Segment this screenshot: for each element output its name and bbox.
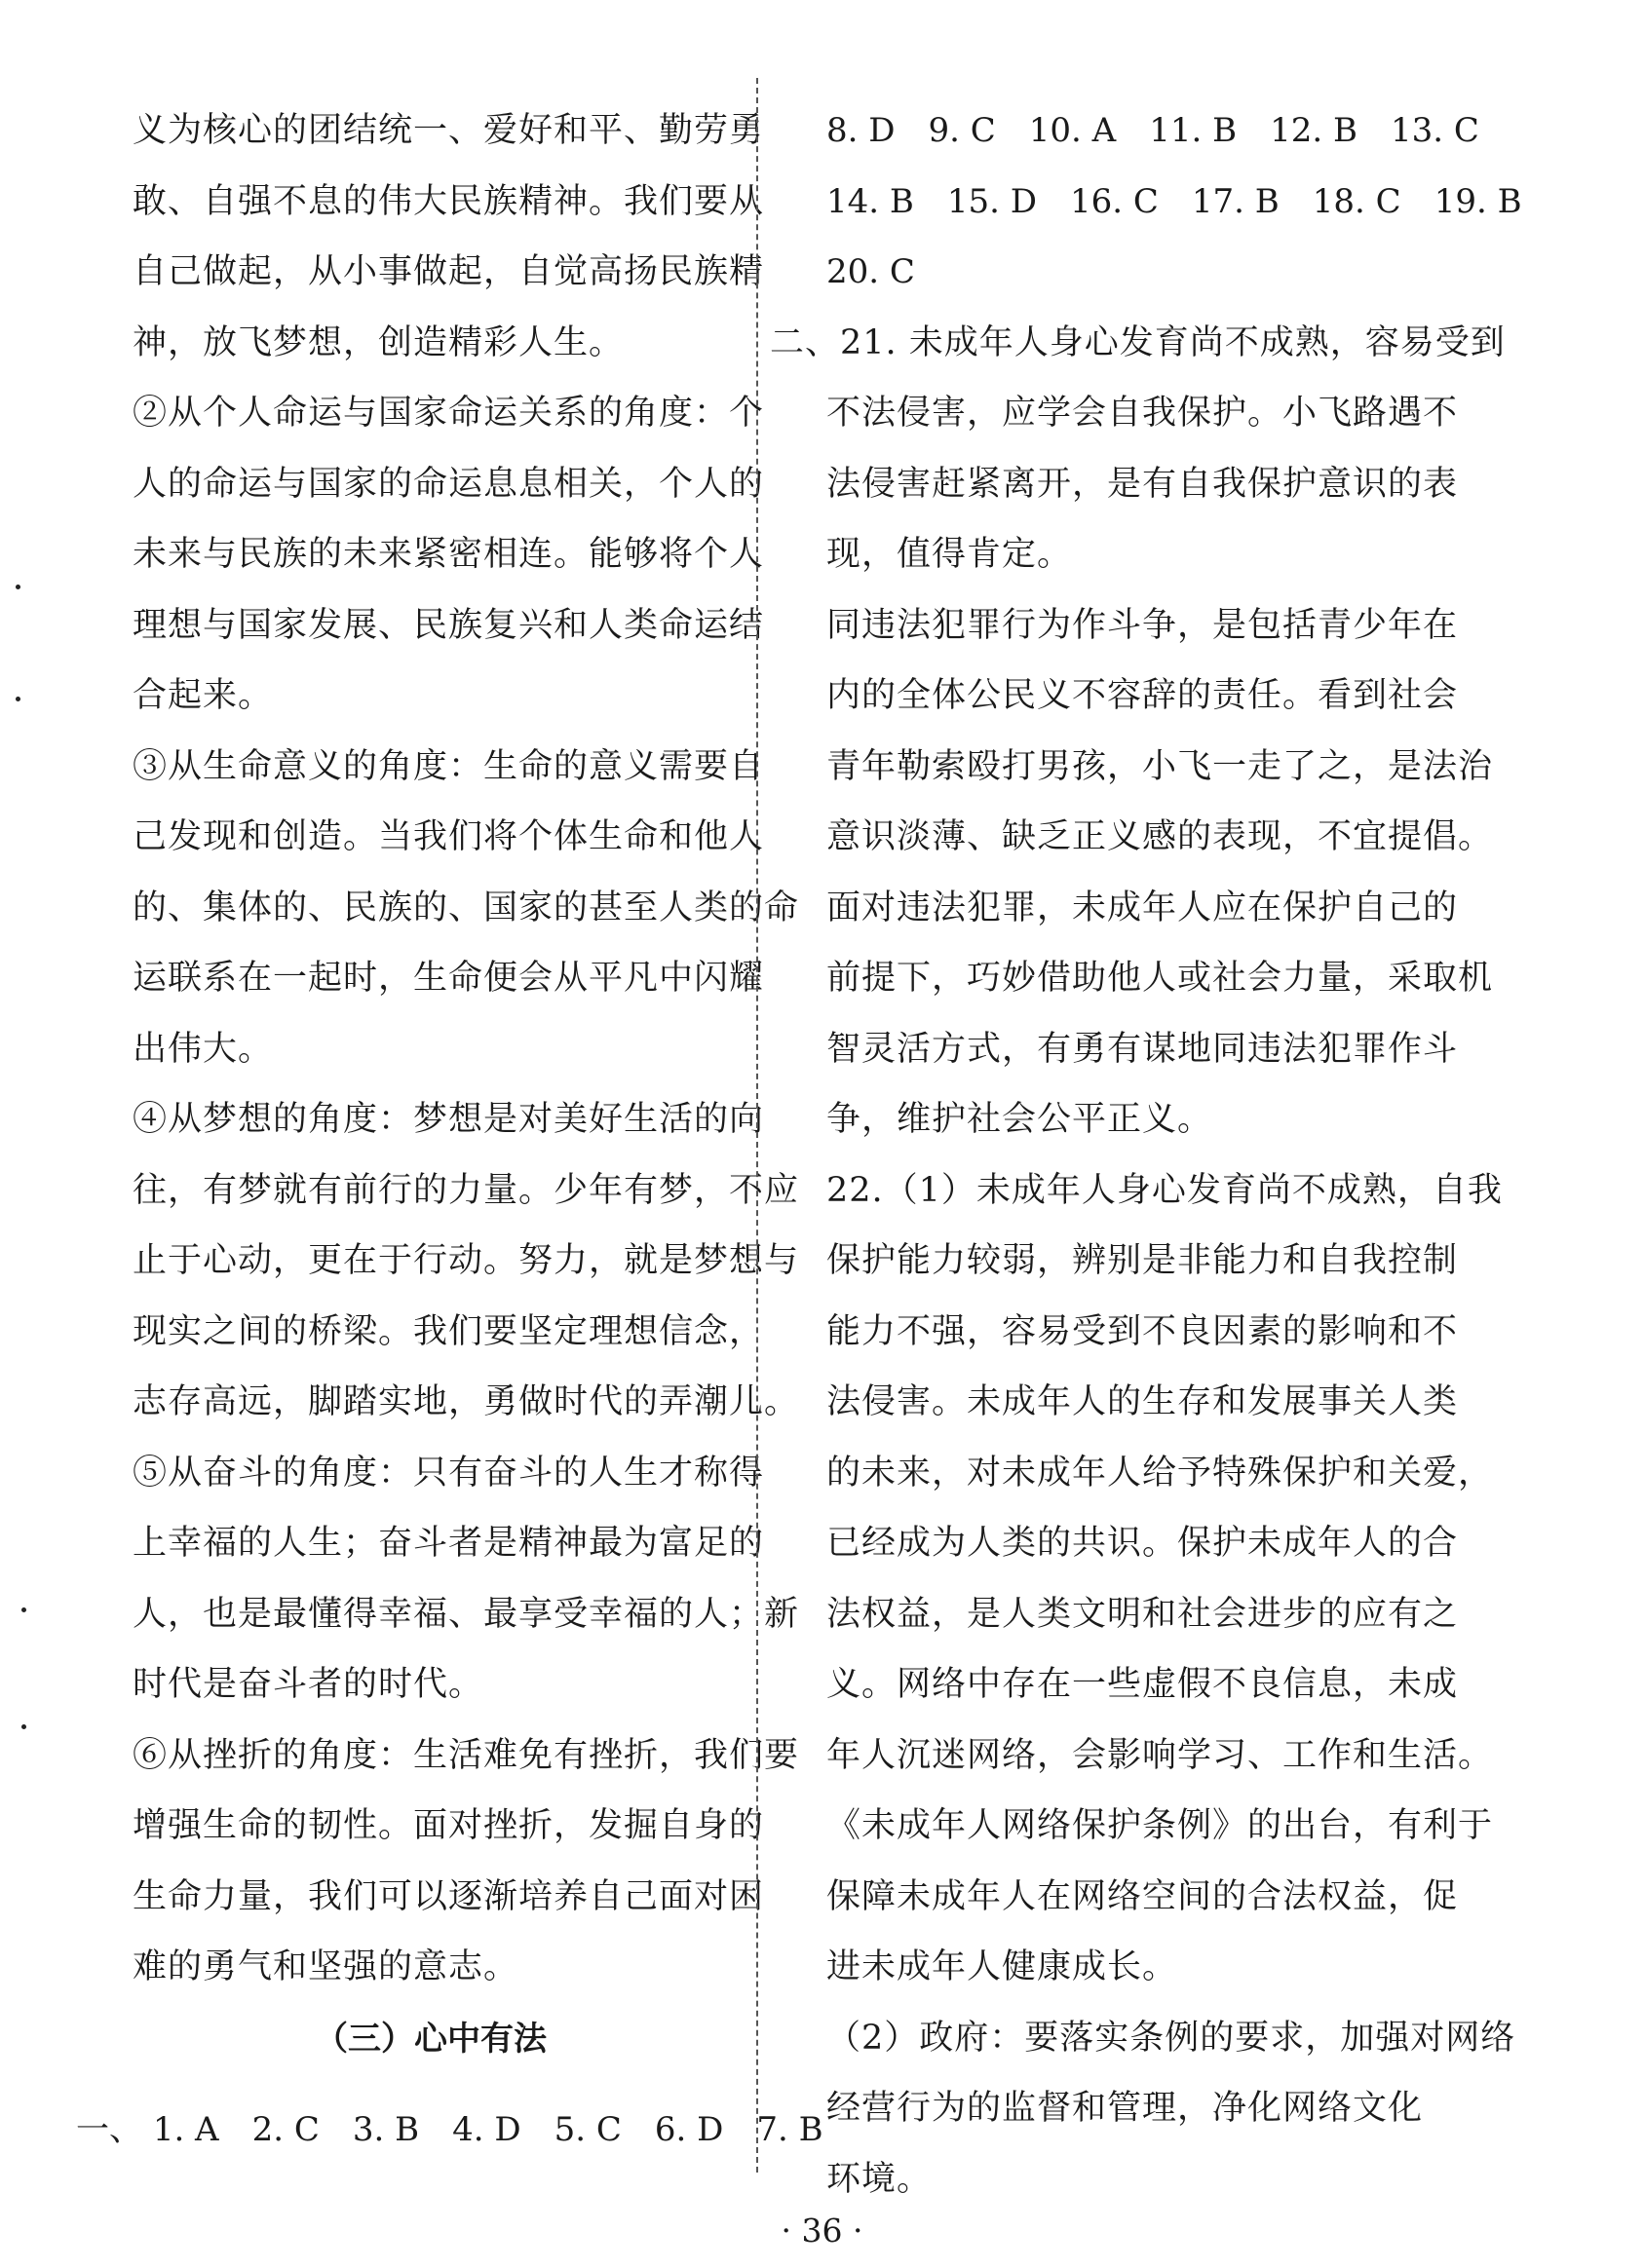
answer-row [826, 167, 1522, 238]
answer-row [826, 95, 1479, 167]
margin-dot [21, 1607, 26, 1612]
mc-answer: 9. C [928, 111, 996, 150]
text-line: 年人沉迷网络，会影响学习、工作和生活。 [826, 1735, 1494, 1775]
text-line: 理想与国家发展、民族复兴和人类命运结 [133, 605, 765, 645]
text-line: 止于心动，更在于行动。努力，就是梦想与 [133, 1241, 800, 1280]
text-line: 现实之间的桥梁。我们要坚定理想信念， [133, 1311, 765, 1351]
text-line: 青年勒索殴打男孩，小飞一走了之，是法治 [826, 746, 1494, 786]
text-line: 法权益，是人类文明和社会进步的应有之 [826, 1594, 1459, 1634]
page-number: · 36 · [781, 2211, 863, 2249]
text-line: 的未来，对未成年人给予特殊保护和关爱， [826, 1453, 1494, 1493]
text-line: 往，有梦就有前行的力量。少年有梦，不应 [133, 1170, 800, 1210]
text-line: 上幸福的人生；奋斗者是精神最为富足的 [133, 1524, 765, 1563]
mc-answer: 14. B [826, 181, 914, 221]
text-line: 自己做起，从小事做起，自觉高扬民族精 [133, 252, 765, 291]
mc-answer: 15. D [946, 181, 1038, 221]
text-line: 志存高远，脚踏实地，勇做时代的弄潮儿。 [133, 1382, 800, 1421]
mc-answer: 12. B [1270, 111, 1357, 150]
answer-row [826, 237, 1423, 308]
column-divider [756, 78, 758, 2173]
text-line: 《未成年人网络保护条例》的出台，有利于 [826, 1806, 1494, 1845]
text-line: （2）政府：要落实条例的要求，加强对网络 [826, 2018, 1516, 2058]
text-line: ⑤从奋斗的角度：只有奋斗的人生才称得 [133, 1453, 765, 1493]
text-line: 神，放飞梦想，创造精彩人生。 [133, 322, 625, 362]
mc-answer: 6. D [654, 2110, 724, 2149]
text-line: 敢、自强不息的伟大民族精神。我们要从 [133, 181, 765, 221]
text-line: 不法侵害，应学会自我保护。小飞路遇不 [826, 394, 1459, 433]
text-line: 时代是奋斗者的时代。 [133, 1665, 484, 1704]
multiple-choice-answers-left [76, 2102, 857, 2150]
margin-dot [16, 697, 20, 701]
text-line: 二、21. 未成年人身心发育尚不成熟，容易受到 [770, 322, 1506, 362]
text-line: 未来与民族的未来紧密相连。能够将个人 [133, 535, 765, 574]
text-line: 争，维护社会公平正义。 [826, 1100, 1213, 1139]
mc-answer: 1. A [152, 2110, 219, 2149]
mc-answer: 5. C [554, 2110, 622, 2149]
text-line: 人，也是最懂得幸福、最享受幸福的人；新 [133, 1594, 800, 1634]
right-column [770, 95, 1522, 2214]
text-line: 智灵活方式，有勇有谋地同违法犯罪作斗 [826, 1029, 1459, 1069]
text-line: 义。网络中存在一些虚假不良信息，未成 [826, 1665, 1459, 1704]
mc-answer: 8. D [826, 111, 896, 150]
text-line: 面对违法犯罪，未成年人应在保护自己的 [826, 888, 1459, 927]
text-line: 经营行为的监督和管理，净化网络文化 [826, 2089, 1424, 2128]
text-line: 的、集体的、民族的、国家的甚至人类的命 [133, 888, 800, 927]
text-line: 22.（1）未成年人身心发育尚不成熟，自我 [826, 1170, 1503, 1210]
section-title: （三）心中有法 [315, 2020, 547, 2059]
text-line: ⑥从挫折的角度：生活难免有挫折，我们要 [133, 1735, 800, 1775]
mc-answer: 19. B [1434, 181, 1522, 221]
text-line: 保障未成年人在网络空间的合法权益，促 [826, 1876, 1459, 1916]
text-line: 出伟大。 [133, 1029, 274, 1069]
text-line: 义为核心的团结统一、爱好和平、勤劳勇 [133, 111, 765, 150]
text-line: ④从梦想的角度：梦想是对美好生活的向 [133, 1100, 765, 1139]
text-line: 环境。 [826, 2159, 933, 2199]
left-column [133, 95, 800, 2003]
text-line: 意识淡薄、缺乏正义感的表现，不宜提倡。 [826, 817, 1494, 856]
text-line: 进未成年人健康成长。 [826, 1947, 1178, 1986]
text-line: 现，值得肯定。 [826, 535, 1073, 574]
text-line: 合起来。 [133, 676, 274, 715]
mc-answer: 18. C [1312, 181, 1401, 221]
text-line: 运联系在一起时，生命便会从平凡中闪耀 [133, 959, 765, 998]
margin-dot [21, 1724, 26, 1729]
text-line: 保护能力较弱，辨别是非能力和自我控制 [826, 1241, 1459, 1280]
margin-dot [16, 585, 20, 589]
mc-answer: 13. C [1390, 111, 1479, 150]
text-line: 已经成为人类的共识。保护未成年人的合 [826, 1524, 1459, 1563]
mc-answer: 11. B [1149, 111, 1238, 150]
text-line: 难的勇气和坚强的意志。 [133, 1947, 519, 1986]
mc-answer: 17. B [1191, 181, 1280, 221]
text-line: ②从个人命运与国家命运关系的角度：个 [133, 394, 765, 433]
text-line: 生命力量，我们可以逐渐培养自己面对困 [133, 1876, 765, 1916]
text-line: 前提下，巧妙借助他人或社会力量，采取机 [826, 959, 1494, 998]
mc-answer: 4. D [452, 2110, 521, 2149]
mc-answer: 2. C [251, 2110, 320, 2149]
text-line: 法侵害赶紧离开，是有自我保护意识的表 [826, 464, 1459, 504]
mc-answer: 16. C [1070, 181, 1159, 221]
text-line: 能力不强，容易受到不良因素的影响和不 [826, 1311, 1459, 1351]
mc-answer: 3. B [352, 2110, 420, 2149]
mc-answer: 7. B [756, 2110, 823, 2149]
text-line: 法侵害。未成年人的生存和发展事关人类 [826, 1382, 1459, 1421]
text-line: 内的全体公民义不容辞的责任。看到社会 [826, 676, 1459, 715]
mc-answer: 20. C [826, 252, 915, 291]
mc-prefix: 一、 [76, 2110, 142, 2149]
text-line: 己发现和创造。当我们将个体生命和他人 [133, 817, 765, 856]
mc-answer: 10. A [1028, 111, 1117, 150]
text-line: 同违法犯罪行为作斗争，是包括青少年在 [826, 605, 1459, 645]
text-line: 增强生命的韧性。面对挫折，发掘自身的 [133, 1806, 765, 1845]
text-line: ③从生命意义的角度：生命的意义需要自 [133, 746, 765, 786]
text-line: 人的命运与国家的命运息息相关，个人的 [133, 464, 765, 504]
